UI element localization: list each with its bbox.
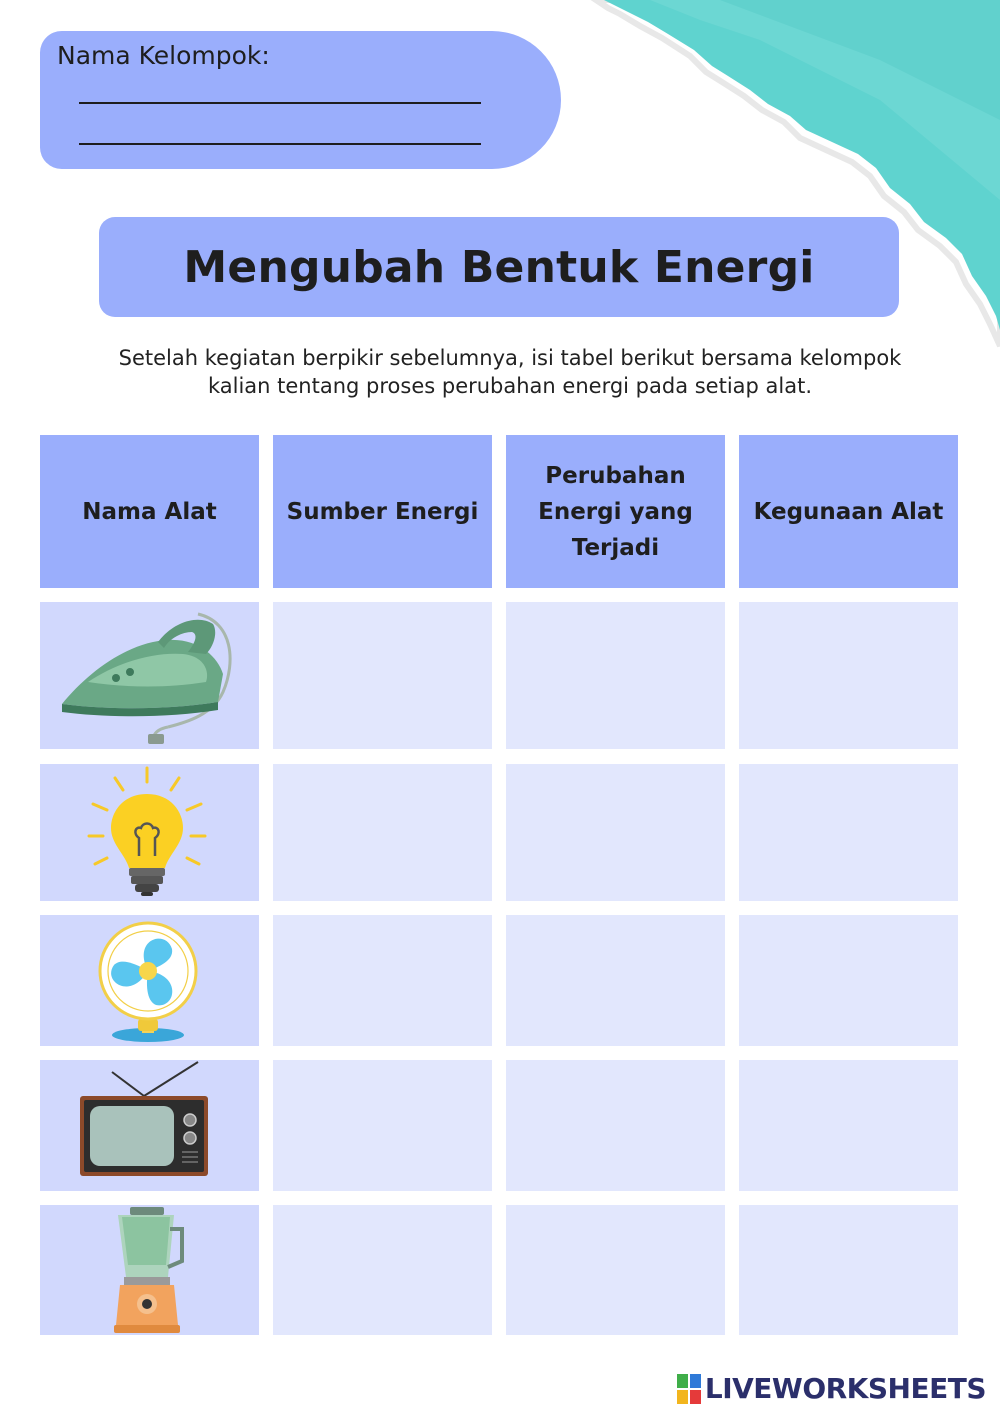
table-row-2-kegunaan-alat[interactable] — [739, 764, 958, 901]
instructions-line-2: kalian tentang proses perubahan energi pada setiap alat. — [207, 374, 813, 398]
table-row-5-sumber-energi[interactable] — [273, 1205, 492, 1335]
instructions-line-1: Setelah kegiatan berpikir sebelumnya, isi tabel berikut bersama kelompok — [118, 346, 902, 370]
page-title: Mengubah Bentuk Energi — [183, 241, 815, 293]
header-perubahan-energi: Perubahan Energi yang Terjadi — [506, 435, 725, 588]
table-row-2-perubahan-energi[interactable] — [506, 764, 725, 901]
table-row-5-device — [40, 1205, 259, 1335]
header-sumber-energi: Sumber Energi — [273, 435, 492, 588]
table-row-1-sumber-energi[interactable] — [273, 602, 492, 749]
header-kegunaan-alat: Kegunaan Alat — [739, 435, 958, 588]
liveworksheets-logo-icon — [677, 1374, 701, 1404]
group-name-line-1[interactable] — [79, 102, 481, 104]
table-row-4-perubahan-energi[interactable] — [506, 1060, 725, 1191]
table-row-2-device — [40, 764, 259, 901]
electric-fan-icon — [92, 919, 204, 1044]
table-row-5-kegunaan-alat[interactable] — [739, 1205, 958, 1335]
header-nama-alat: Nama Alat — [40, 435, 259, 588]
group-name-line-2[interactable] — [79, 143, 481, 145]
table-row-5-perubahan-energi[interactable] — [506, 1205, 725, 1335]
table-row-3-perubahan-energi[interactable] — [506, 915, 725, 1046]
table-row-2-sumber-energi[interactable] — [273, 764, 492, 901]
blender-icon — [110, 1205, 190, 1335]
table-row-3-kegunaan-alat[interactable] — [739, 915, 958, 1046]
title-banner — [99, 217, 899, 317]
liveworksheets-text: LIVEWORKSHEETS — [704, 1372, 986, 1405]
table-row-1-perubahan-energi[interactable] — [506, 602, 725, 749]
group-name-label: Nama Kelompok: — [57, 41, 270, 70]
table-row-1-kegunaan-alat[interactable] — [739, 602, 958, 749]
iron-icon — [58, 602, 233, 749]
group-name-box — [40, 31, 561, 169]
light-bulb-icon — [85, 764, 210, 901]
television-icon — [78, 1060, 210, 1180]
table-row-3-device — [40, 915, 259, 1046]
liveworksheets-brand[interactable] — [677, 1372, 986, 1405]
instructions — [40, 344, 980, 400]
table-row-4-sumber-energi[interactable] — [273, 1060, 492, 1191]
table-row-4-device — [40, 1060, 259, 1191]
table-row-1-device — [40, 602, 259, 749]
table-row-3-sumber-energi[interactable] — [273, 915, 492, 1046]
table-row-4-kegunaan-alat[interactable] — [739, 1060, 958, 1191]
